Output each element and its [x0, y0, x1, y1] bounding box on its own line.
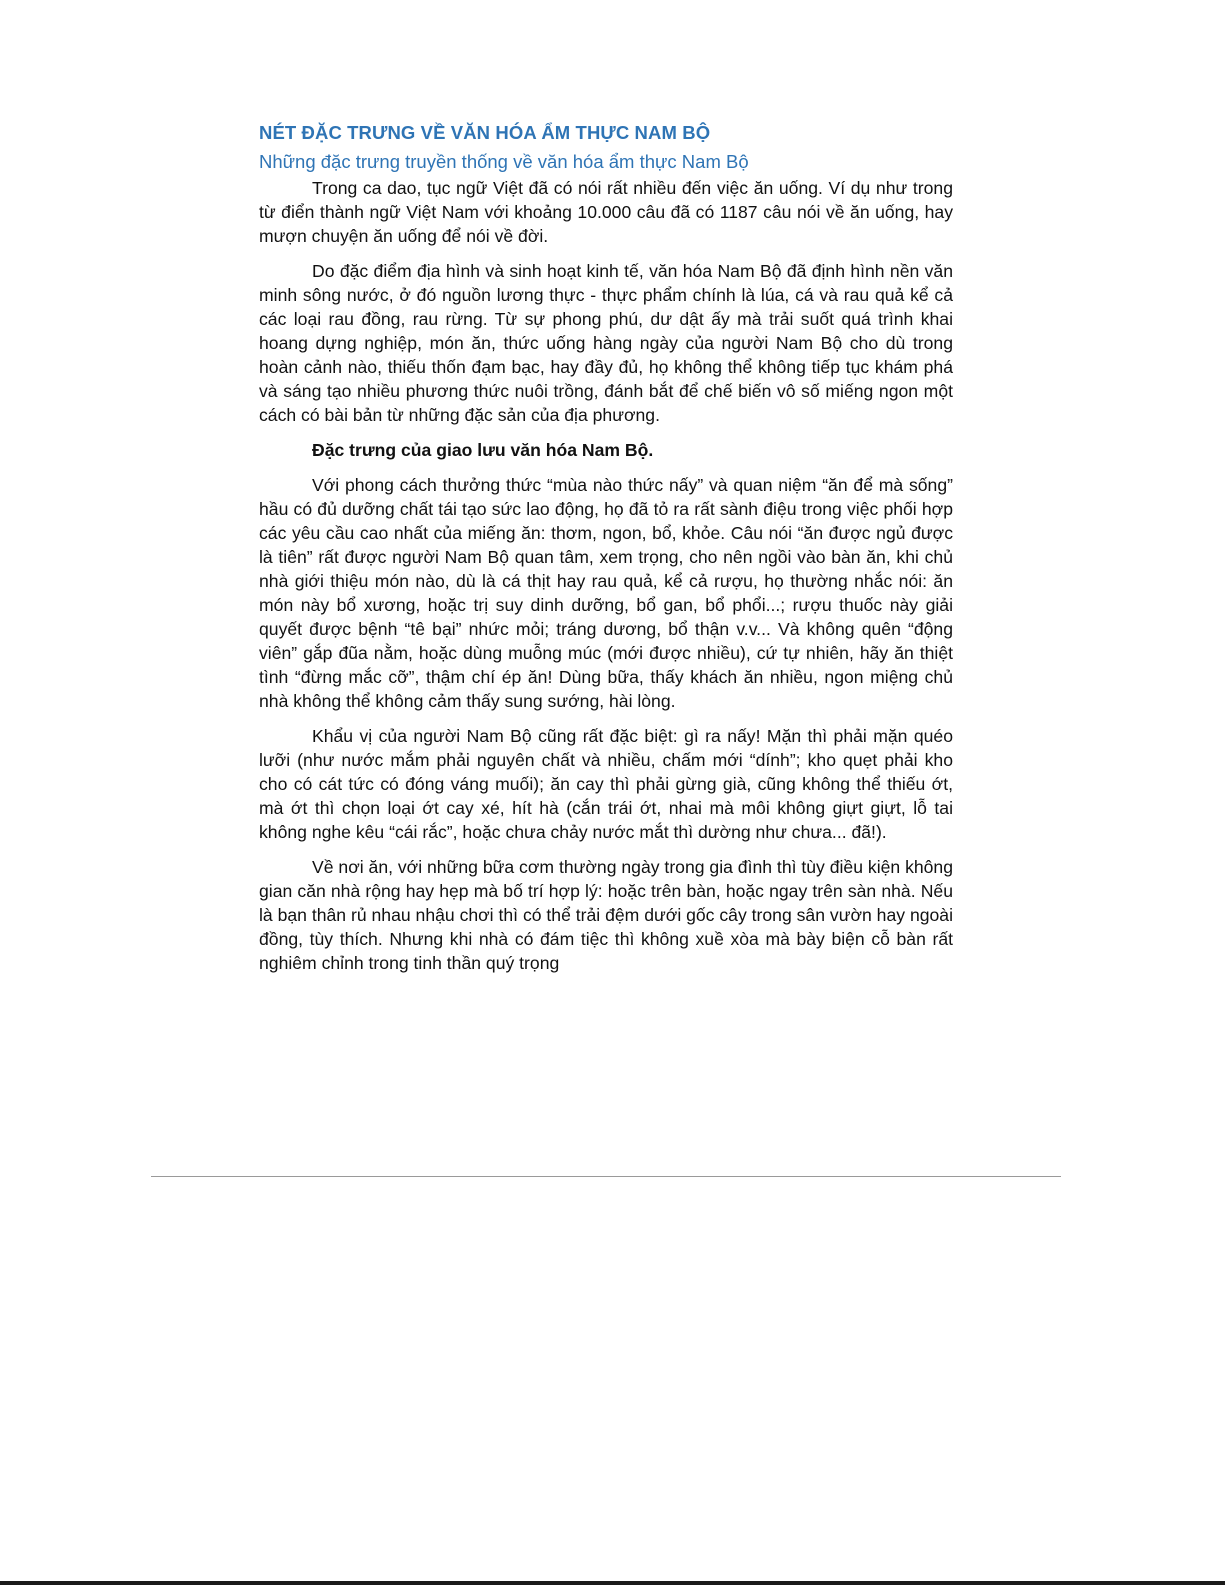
- paragraph-cutoff-wrapper: [259, 855, 953, 973]
- paragraph-taste: Khẩu vị của người Nam Bộ cũng rất đặc biệt: gì ra nấy! Mặn thì phải mặn quéo lưỡi (như nước mắm phải nguyên chất và nhiều, chấm mới “dính”; kho quẹt phải kho cho có cát tức có đóng váng muối); ăn cay thì phải gừng già, cũng không thể thiếu ớt, mà ớt thì chọn loại ớt cay xé, hít hà (cắn trái ớt, nhai mà môi không giựt giựt, lỗ tai không nghe kêu “cái rắc”, hoặc chưa chảy nước mắt thì dường như chưa... đã!).: [259, 726, 953, 842]
- paragraph-intro: Trong ca dao, tục ngữ Việt đã có nói rất nhiều đến việc ăn uống. Ví dụ như trong từ điển thành ngữ Việt Nam với khoảng 10.000 câu đã có 1187 câu nói về ăn uống, hay mượn chuyện ăn uống để nói về đời.: [259, 178, 953, 246]
- section-heading: Đặc trưng của giao lưu văn hóa Nam Bộ.: [312, 440, 654, 460]
- page-bottom-edge: [0, 1581, 1225, 1585]
- paragraph-dining-style: Với phong cách thưởng thức “mùa nào thức nấy” và quan niệm “ăn để mà sống” hầu có đủ dưỡng chất tái tạo sức lao động, họ đã tỏ ra rất sành điệu trong việc phối hợp các yêu cầu cao nhất của miếng ăn: thơm, ngon, bổ, khỏe. Câu nói “ăn được ngủ được là tiên” rất được người Nam Bộ quan tâm, xem trọng, cho nên ngồi vào bàn ăn, khi chủ nhà giới thiệu món nào, dù là cá thịt hay rau quả, kể cả rượu, họ thường nhắc nói: ăn món này bổ xương, hoặc trị suy dinh dưỡng, bổ gan, bổ phổi...; rượu thuốc này giải quyết được bệnh “tê bại” nhức mỏi; tráng dương, bổ thận v.v... Và không quên “động viên” gắp đũa nằm, hoặc dùng muỗng múc (mới được nhiều), cứ tự nhiên, hãy ăn thiệt tình “đừng mắc cỡ”, thậm chí ép ăn! Dùng bữa, thấy khách ăn nhiều, ngon miệng chủ nhà không thể không cảm thấy sung sướng, hài lòng.: [259, 475, 953, 711]
- document-body: [259, 118, 953, 973]
- paragraph-geography: Do đặc điểm địa hình và sinh hoạt kinh tế, văn hóa Nam Bộ đã định hình nền văn minh sông nước, ở đó nguồn lương thực - thực phẩm chính là lúa, cá và rau quả kể cả các loại rau đồng, rau rừng. Từ sự phong phú, dư dật ấy mà trải suốt quá trình khai hoang dựng nghiệp, món ăn, thức uống hàng ngày của người Nam Bộ cho dù trong hoàn cảnh nào, thiếu thốn đạm bạc, hay đầy đủ, họ không thể không tiếp tục khám phá và sáng tạo nhiều phương thức nuôi trồng, đánh bắt để chế biến vô số miếng ngon một cách có bài bản từ những đặc sản của địa phương.: [259, 261, 953, 425]
- document-subtitle: Những đặc trưng truyền thống về văn hóa ẩm thực Nam Bộ: [259, 151, 749, 172]
- document-title: NÉT ĐẶC TRƯNG VỀ VĂN HÓA ẨM THỰC NAM BỘ: [259, 122, 711, 143]
- paragraph-dining-place: Về nơi ăn, với những bữa cơm thường ngày trong gia đình thì tùy điều kiện không gian căn nhà rộng hay hẹp mà bố trí hợp lý: hoặc trên bàn, hoặc ngay trên sàn nhà. Nếu là bạn thân rủ nhau nhậu chơi thì có thể trải đệm dưới gốc cây trong sân vườn hay ngoài đồng, tùy thích. Nhưng khi nhà có đám tiệc thì không xuề xòa mà bày biện cỗ bàn rất nghiêm chỉnh trong tinh thần quý trọng: [259, 857, 953, 973]
- page-divider: [151, 1176, 1061, 1177]
